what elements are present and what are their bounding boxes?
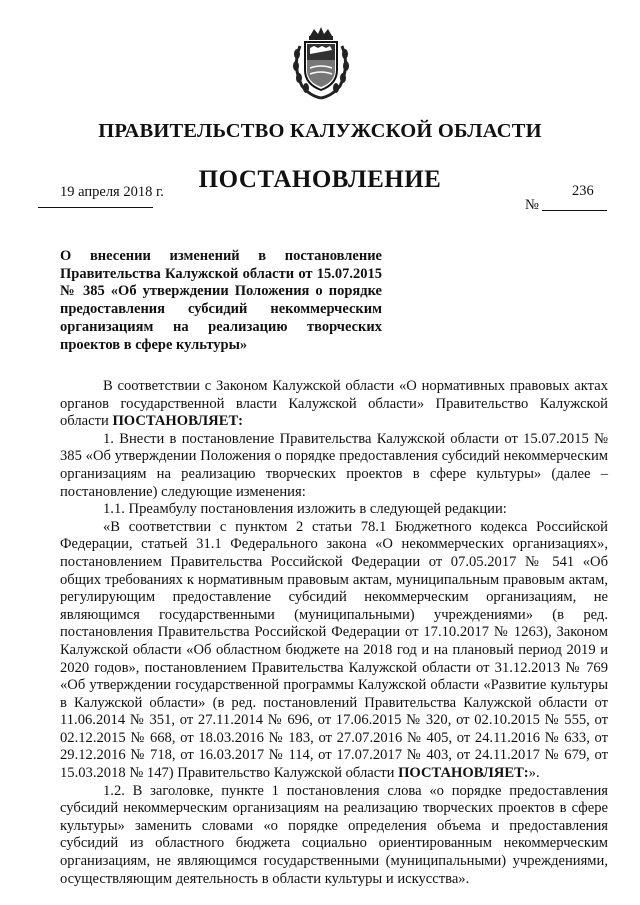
paragraph-1-1: 1.1. Преамбулу постановления изложить в следующей редакции: <box>103 501 507 518</box>
intro-text: В соответствии с Законом Калужской области «О нормативных правовых актах органов государственной власти Калужской области» Правительство Калужской области <box>60 378 608 430</box>
paragraph-1-2: 1.2. В заголовке, пункте 1 постановления слова «о порядке предоставления субсидий некоммерческим организациям на реализацию творческих проектов в сфере культуры» заменить словами «о порядке определения объема и предоставления субсидий из областного бюджета социально ориентированным некоммерческим организациям, не являющимся государственными (муниципальными) учреждениями, осуществляющим деятельность в области культуры и искусства». <box>60 782 608 887</box>
number-label: № <box>525 197 539 213</box>
organization-name: ПРАВИТЕЛЬСТВО КАЛУЖСКОЙ ОБЛАСТИ <box>98 120 542 142</box>
document-body <box>60 378 608 888</box>
document-date: 19 апреля 2018 г. <box>60 184 164 200</box>
quote-text: «В соответствии с пунктом 2 статьи 78.1 Бюджетного кодекса Российской Федерации, статьей 31.1 Федерального закона «О некоммерческих организациях», постановлением Правительства Российской Федерации от 07.05.2017 № 541 «Об общих требованиях к нормативным правовым актам, муниципальным правовым актам, регулирующим предоставление субсидий некоммерческим организациям, не являющимся государственными (муниципальными) учреждениями» (в ред. постановления Правительства Российской Федерации от 17.10.2017 № 1263), Законом Калужской области «Об областном бюджете на 2018 год и на плановый период 2019 и 2020 годов», постановлением Правительства Калужской области от 31.12.2013 № 769 «Об утверждении государственной программы Калужской области «Развитие культуры в Калужской области» (в ред. постановлений Правительства Калужской области от 11.06.2014 № 351, от 27.11.2014 № 696, от 17.06.2015 № 320, от 02.10.2015 № 555, от 02.12.2015 № 668, от 18.03.2016 № 183, от 27.07.2016 № 405, от 24.11.2016 № 633, от 29.12.2016 № 718, от 16.03.2017 № 114, от 17.07.2017 № 403, от 24.11.2017 № 679, от 15.03.2018 № 147) Правительство Калужской области <box>60 518 608 782</box>
quote-decree-word: ПОСТАНОВЛЯЕТ: <box>398 765 529 782</box>
kaluga-coat-of-arms-icon <box>288 26 354 100</box>
decree-word: ПОСТАНОВЛЯЕТ: <box>112 413 244 430</box>
document-number: 236 <box>572 183 594 199</box>
preamble-quote <box>60 519 608 783</box>
quote-end: ». <box>528 765 540 782</box>
intro-paragraph <box>60 378 608 431</box>
number-underline <box>542 210 607 211</box>
document-type: ПОСТАНОВЛЕНИЕ <box>198 166 442 193</box>
paragraph-1: 1. Внести в постановление Правительства Калужской области от 15.07.2015 № 385 «Об утверждении Положения о порядке предоставления субсидий некоммерческим организациям на реализацию творческих проектов в сфере культуры» (далее – постановление) следующие изменения: <box>60 430 608 500</box>
date-underline <box>38 207 153 208</box>
document-title: О внесении изменений в постановление Правительства Калужской области от 15.07.2015 № 385 «Об утверждении Положения о порядке предоставления субсидий некоммерческим организациям на реализацию творческих проектов в сфере культуры» <box>60 248 382 353</box>
